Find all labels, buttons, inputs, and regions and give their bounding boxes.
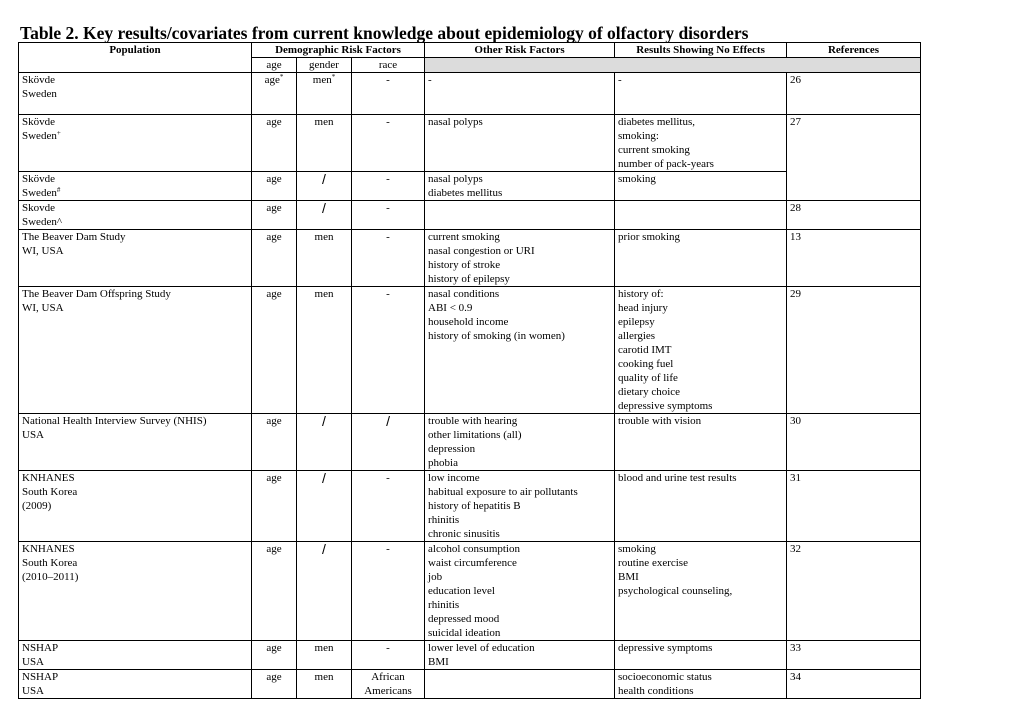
table-row <box>19 670 921 699</box>
no-effect-item: smoking <box>618 173 656 185</box>
age-value: age <box>266 231 282 243</box>
other-risk-item: ABI < 0.9 <box>428 302 473 314</box>
other-risk-cell <box>425 201 615 230</box>
no-effect-item: epilepsy <box>618 316 655 328</box>
age-cell <box>252 115 297 172</box>
no-effect-item: - <box>618 74 622 86</box>
race-cell <box>352 230 425 287</box>
other-risk-item: - <box>428 74 432 86</box>
table-row <box>19 641 921 670</box>
table-row <box>19 471 921 542</box>
population-name: NSHAP <box>22 671 59 683</box>
gender-cell <box>297 414 352 471</box>
age-value: age <box>266 642 282 654</box>
header-row <box>19 43 921 58</box>
race-cell <box>352 471 425 542</box>
no-effect-item: prior smoking <box>618 231 681 243</box>
gender-value: / <box>322 171 326 187</box>
race-value: - <box>386 74 390 86</box>
reference-cell <box>787 115 921 201</box>
population-name: Skövde <box>22 116 55 128</box>
other-risk-item: rhinitis <box>428 599 460 611</box>
no-effects-cell <box>615 115 787 172</box>
no-effect-item: cooking fuel <box>618 358 674 370</box>
gender-cell <box>297 172 352 201</box>
page-title: Table 2. Key results/covariates from current knowledge about epidemiology of olfactory disorders <box>20 23 749 43</box>
no-effects-cell <box>615 414 787 471</box>
reference-number: 30 <box>790 415 802 427</box>
reference-cell <box>787 641 921 670</box>
gender-value: men <box>314 642 334 654</box>
population-location-text: WI, USA <box>22 245 64 257</box>
header-population: Population <box>19 43 252 73</box>
gender-value: / <box>322 470 326 486</box>
other-risk-item: habitual exposure to air pollutants <box>428 486 578 498</box>
other-risk-cell <box>425 172 615 201</box>
population-location <box>22 301 248 315</box>
other-risk-item: nasal polyps <box>428 116 483 128</box>
gender-value: / <box>322 200 326 216</box>
other-risk-cell <box>425 287 615 414</box>
footnote-marker: # <box>56 186 61 194</box>
no-effect-item: trouble with vision <box>618 415 702 427</box>
population-location <box>22 428 248 442</box>
race-cell <box>352 201 425 230</box>
population-location <box>22 684 248 698</box>
other-risk-cell <box>425 641 615 670</box>
population-name: The Beaver Dam Offspring Study <box>22 288 171 300</box>
age-value: age <box>266 288 282 300</box>
header-other-risk: Other Risk Factors <box>425 43 615 58</box>
no-effect-item: health conditions <box>618 685 694 697</box>
footnote-marker: * <box>331 73 336 81</box>
race-cell <box>352 115 425 172</box>
age-cell <box>252 641 297 670</box>
age-value: age <box>264 74 280 86</box>
population-location <box>22 556 248 570</box>
population-location-text: Sweden^ <box>22 216 62 228</box>
no-effects-cell <box>615 670 787 699</box>
population-location-text: South Korea <box>22 557 78 569</box>
table-row <box>19 230 921 287</box>
reference-cell <box>787 73 921 115</box>
gender-cell <box>297 287 352 414</box>
population-location <box>22 129 248 143</box>
no-effect-item <box>618 201 783 215</box>
reference-cell <box>787 542 921 641</box>
no-effect-item: number of pack-years <box>618 158 714 170</box>
population-cell <box>19 641 252 670</box>
population-location-text: USA <box>22 685 45 697</box>
no-effects-cell <box>615 287 787 414</box>
no-effect-item: depressive symptoms <box>618 400 713 412</box>
population-location-text: Sweden <box>22 130 57 142</box>
population-cell <box>19 670 252 699</box>
gender-value: men <box>314 671 334 683</box>
population-cell <box>19 542 252 641</box>
race-cell <box>352 73 425 115</box>
other-risk-item: history of epilepsy <box>428 273 510 285</box>
population-location-text: WI, USA <box>22 302 64 314</box>
population-location <box>22 215 248 229</box>
reference-cell <box>787 471 921 542</box>
age-cell <box>252 471 297 542</box>
gender-cell <box>297 542 352 641</box>
no-effect-item: quality of life <box>618 372 678 384</box>
no-effects-cell <box>615 172 787 201</box>
age-cell <box>252 73 297 115</box>
population-name: Skövde <box>22 173 55 185</box>
population-year: (2010–2011) <box>22 571 79 583</box>
other-risk-cell <box>425 471 615 542</box>
age-value: age <box>266 202 282 214</box>
no-effect-item: dietary choice <box>618 386 681 398</box>
no-effect-item: smoking <box>618 543 656 555</box>
race-value: - <box>386 116 390 128</box>
reference-number: 13 <box>790 231 802 243</box>
race-value: - <box>386 472 390 484</box>
subheader-gender: gender <box>297 58 352 73</box>
table-row <box>19 172 921 201</box>
race-value: - <box>386 288 390 300</box>
race-value: - <box>386 543 390 555</box>
age-cell <box>252 230 297 287</box>
other-risk-item: history of smoking (in women) <box>428 330 565 342</box>
other-risk-item: lower level of education <box>428 642 535 654</box>
no-effects-cell <box>615 542 787 641</box>
reference-number: 33 <box>790 642 802 654</box>
population-cell <box>19 115 252 172</box>
race-value: - <box>386 173 390 185</box>
footnote-marker: + <box>56 129 61 137</box>
no-effect-item: allergies <box>618 330 656 342</box>
population-year: (2009) <box>22 500 52 512</box>
table-row <box>19 201 921 230</box>
gender-cell <box>297 115 352 172</box>
no-effect-item: socioeconomic status <box>618 671 712 683</box>
other-risk-item: suicidal ideation <box>428 627 501 639</box>
no-effect-item: routine exercise <box>618 557 688 569</box>
other-risk-item: low income <box>428 472 480 484</box>
other-risk-item: other limitations (all) <box>428 429 522 441</box>
population-cell <box>19 201 252 230</box>
gender-value: / <box>322 541 326 557</box>
population-location <box>22 186 248 200</box>
other-risk-cell <box>425 230 615 287</box>
race-cell <box>352 641 425 670</box>
gender-value: men <box>314 231 334 243</box>
age-value: age <box>266 543 282 555</box>
race-value: / <box>386 413 390 429</box>
population-cell <box>19 471 252 542</box>
population-name: National Health Interview Survey (NHIS) <box>22 415 207 427</box>
population-location <box>22 655 248 669</box>
header-demographic: Demographic Risk Factors <box>252 43 425 58</box>
no-effect-item: history of: <box>618 288 664 300</box>
reference-cell <box>787 201 921 230</box>
other-risk-item <box>428 670 611 684</box>
no-effects-cell <box>615 73 787 115</box>
footnote-marker: * <box>279 73 284 81</box>
other-risk-item: BMI <box>428 656 449 668</box>
no-effect-item: blood and urine test results <box>618 472 737 484</box>
age-value: age <box>266 116 282 128</box>
table-row <box>19 542 921 641</box>
reference-number: 29 <box>790 288 802 300</box>
race-value: - <box>386 202 390 214</box>
age-value: age <box>266 415 282 427</box>
other-risk-item: education level <box>428 585 495 597</box>
other-risk-item: depression <box>428 443 476 455</box>
race-cell <box>352 414 425 471</box>
reference-number: 34 <box>790 671 802 683</box>
gender-cell <box>297 670 352 699</box>
population-cell <box>19 73 252 115</box>
table-row <box>19 115 921 172</box>
gender-value: men <box>314 288 334 300</box>
reference-number: 32 <box>790 543 802 555</box>
other-risk-item: history of hepatitis B <box>428 500 521 512</box>
population-cell <box>19 414 252 471</box>
age-value: age <box>266 472 282 484</box>
no-effect-item: current smoking <box>618 144 690 156</box>
population-location <box>22 244 248 258</box>
race-value: - <box>386 231 390 243</box>
age-cell <box>252 172 297 201</box>
table-row <box>19 414 921 471</box>
other-risk-item: alcohol consumption <box>428 543 520 555</box>
population-name: KNHANES <box>22 472 75 484</box>
reference-cell <box>787 670 921 699</box>
gender-value: men <box>314 116 334 128</box>
gender-value: / <box>322 413 326 429</box>
other-risk-item: current smoking <box>428 231 500 243</box>
no-effects-cell <box>615 230 787 287</box>
other-risk-item: nasal conditions <box>428 288 500 300</box>
gender-cell <box>297 201 352 230</box>
population-location-text: Sweden <box>22 187 57 199</box>
population-name: Skövde <box>22 74 55 86</box>
population-name: The Beaver Dam Study <box>22 231 126 243</box>
other-risk-item: waist circumference <box>428 557 517 569</box>
population-name: KNHANES <box>22 543 75 555</box>
population-location-text: USA <box>22 656 45 668</box>
reference-number: 28 <box>790 202 802 214</box>
population-location <box>22 485 248 499</box>
reference-cell <box>787 230 921 287</box>
reference-number: 26 <box>790 74 802 86</box>
other-risk-item: rhinitis <box>428 514 460 526</box>
subheader-shaded <box>425 58 921 73</box>
subheader-race: race <box>352 58 425 73</box>
population-cell <box>19 287 252 414</box>
no-effects-cell <box>615 201 787 230</box>
other-risk-item: diabetes mellitus <box>428 187 503 199</box>
header-references: References <box>787 43 921 58</box>
other-risk-item: trouble with hearing <box>428 415 518 427</box>
no-effect-item: head injury <box>618 302 668 314</box>
population-location <box>22 87 248 101</box>
other-risk-cell <box>425 670 615 699</box>
other-risk-item: phobia <box>428 457 458 469</box>
no-effect-item: diabetes mellitus, <box>618 116 696 128</box>
subheader-age: age <box>252 58 297 73</box>
no-effect-item: carotid IMT <box>618 344 672 356</box>
other-risk-item: nasal congestion or URI <box>428 245 535 257</box>
reference-cell <box>787 414 921 471</box>
population-name: Skovde <box>22 202 55 214</box>
population-name: NSHAP <box>22 642 59 654</box>
race-value: African <box>371 671 405 683</box>
table-row <box>19 287 921 414</box>
race-cell <box>352 670 425 699</box>
other-risk-item: depressed mood <box>428 613 500 625</box>
age-value: age <box>266 173 282 185</box>
no-effect-item: psychological counseling, <box>618 585 733 597</box>
other-risk-item: household income <box>428 316 509 328</box>
other-risk-item: chronic sinusitis <box>428 528 500 540</box>
population-location-text: USA <box>22 429 45 441</box>
other-risk-item: history of stroke <box>428 259 501 271</box>
no-effects-cell <box>615 471 787 542</box>
other-risk-cell <box>425 115 615 172</box>
gender-value: men <box>312 74 332 86</box>
gender-cell <box>297 73 352 115</box>
no-effects-cell <box>615 641 787 670</box>
race-value: - <box>386 642 390 654</box>
no-effect-item: depressive symptoms <box>618 642 713 654</box>
table-row <box>19 73 921 115</box>
reference-cell <box>787 287 921 414</box>
no-effect-item: BMI <box>618 571 639 583</box>
race-cell <box>352 542 425 641</box>
gender-cell <box>297 641 352 670</box>
race-value-continued: Americans <box>364 685 412 697</box>
no-effect-item: smoking: <box>618 130 659 142</box>
gender-cell <box>297 230 352 287</box>
other-risk-cell <box>425 73 615 115</box>
results-table <box>18 42 921 699</box>
other-risk-item <box>428 201 611 215</box>
other-risk-item: nasal polyps <box>428 173 483 185</box>
other-risk-cell <box>425 414 615 471</box>
age-value: age <box>266 671 282 683</box>
population-cell <box>19 172 252 201</box>
age-cell <box>252 201 297 230</box>
age-cell <box>252 670 297 699</box>
population-location-text: South Korea <box>22 486 78 498</box>
other-risk-item: job <box>428 571 443 583</box>
age-cell <box>252 287 297 414</box>
reference-number: 31 <box>790 472 802 484</box>
age-cell <box>252 414 297 471</box>
race-cell <box>352 287 425 414</box>
header-no-effects: Results Showing No Effects <box>615 43 787 58</box>
reference-number: 27 <box>790 116 802 128</box>
race-cell <box>352 172 425 201</box>
population-cell <box>19 230 252 287</box>
other-risk-cell <box>425 542 615 641</box>
gender-cell <box>297 471 352 542</box>
age-cell <box>252 542 297 641</box>
population-location-text: Sweden <box>22 88 57 100</box>
